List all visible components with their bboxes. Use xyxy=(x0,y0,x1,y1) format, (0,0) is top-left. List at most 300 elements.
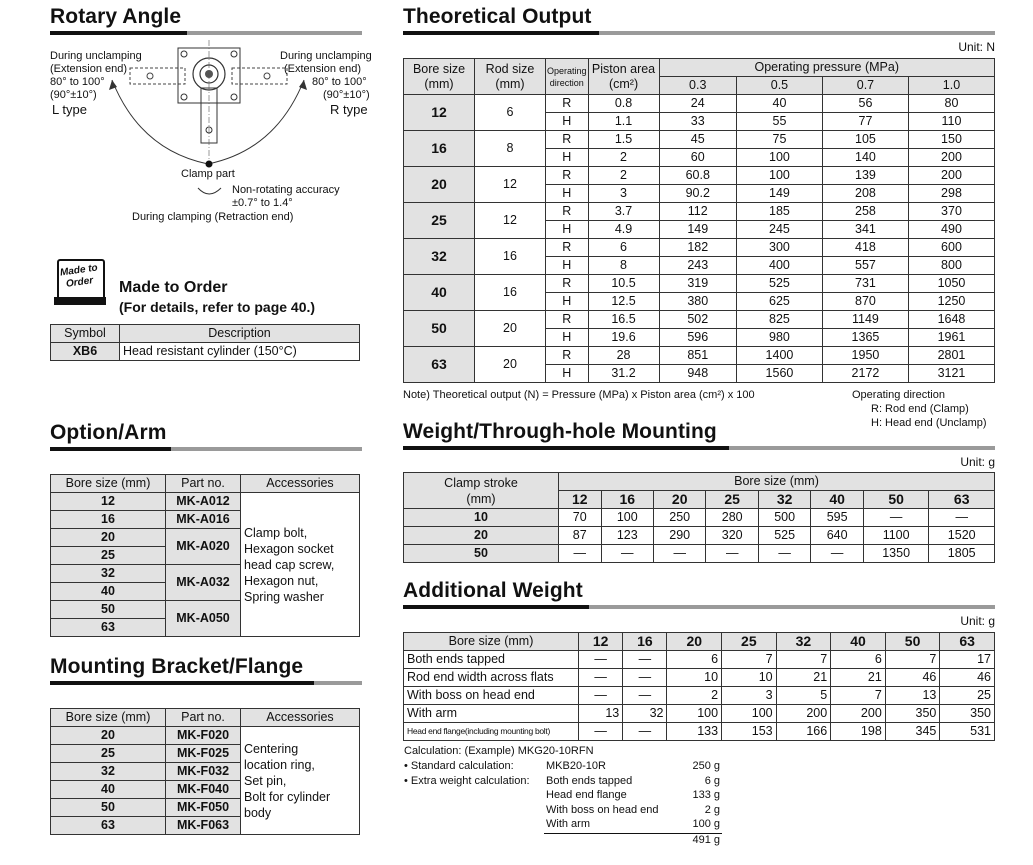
additional-header-bore: Bore size (mm) xyxy=(404,633,579,651)
additional-value: 3 xyxy=(722,687,777,705)
weight-value: — xyxy=(863,509,929,527)
clamp-part-label: Clamp part xyxy=(181,168,235,180)
made-to-order-logo-text-2: Order xyxy=(65,275,94,290)
additional-value: 531 xyxy=(940,723,995,741)
additional-value: — xyxy=(623,723,667,741)
weight-bore-header: 20 xyxy=(653,491,705,509)
made-to-order-icon xyxy=(54,259,104,307)
output-rod: 20 xyxy=(475,347,546,383)
output-value: 600 xyxy=(908,239,994,257)
output-bore: 63 xyxy=(404,347,475,383)
left-caption-2: (Extension end) xyxy=(50,63,128,75)
additional-bore-header: 20 xyxy=(667,633,722,651)
calc-extra-value: 133 g xyxy=(692,789,720,801)
additional-value: 13 xyxy=(579,705,623,723)
arm-acc-4: Hexagon nut, xyxy=(244,573,319,588)
output-value: 870 xyxy=(822,293,908,311)
output-direction: R xyxy=(546,203,589,221)
arm-bore: 16 xyxy=(51,511,166,529)
bracket-bore: 63 xyxy=(51,817,166,835)
additional-value: 100 xyxy=(667,705,722,723)
output-value: 200 xyxy=(908,149,994,167)
bracket-part: MK-F025 xyxy=(166,745,241,763)
clamping-label: During clamping (Retraction end) xyxy=(132,211,294,223)
output-direction: H xyxy=(546,329,589,347)
output-direction: H xyxy=(546,149,589,167)
weight-unit: Unit: g xyxy=(960,455,995,469)
weight-row xyxy=(404,509,995,527)
output-value: 243 xyxy=(659,257,736,275)
output-value: 200 xyxy=(908,167,994,185)
bracket-acc-3: Set pin, xyxy=(244,773,287,788)
output-value: 105 xyxy=(822,131,908,149)
output-value: 140 xyxy=(822,149,908,167)
output-value: 1365 xyxy=(822,329,908,347)
additional-value: 7 xyxy=(776,651,831,669)
calc-standard-label: • Standard calculation: xyxy=(404,760,514,772)
calc-extra-value: 2 g xyxy=(704,804,720,816)
weight-bore-header: 63 xyxy=(929,491,995,509)
output-value: 300 xyxy=(736,239,822,257)
output-value: 100 xyxy=(736,167,822,185)
output-area: 10.5 xyxy=(588,275,659,293)
additional-rule xyxy=(403,605,995,609)
output-value: 80 xyxy=(908,95,994,113)
output-header-bore: Bore size (mm) xyxy=(404,59,475,95)
additional-value: 6 xyxy=(667,651,722,669)
bracket-acc-1: Centering xyxy=(244,741,299,756)
weight-value: 525 xyxy=(758,527,810,545)
additional-bore-header: 63 xyxy=(940,633,995,651)
output-value: 258 xyxy=(822,203,908,221)
output-pressure: 0.7 xyxy=(822,77,908,95)
output-value: 625 xyxy=(736,293,822,311)
output-rod: 8 xyxy=(475,131,546,167)
weight-header-stroke: Clamp stroke (mm) xyxy=(404,473,559,509)
weight-value: 1520 xyxy=(929,527,995,545)
rotary-angle-rule xyxy=(50,31,362,35)
output-bore: 20 xyxy=(404,167,475,203)
weight-value: 1350 xyxy=(863,545,929,563)
output-area: 28 xyxy=(588,347,659,365)
arm-part: MK-A020 xyxy=(166,529,241,565)
additional-value: — xyxy=(579,651,623,669)
output-direction: H xyxy=(546,293,589,311)
additional-value: 21 xyxy=(776,669,831,687)
weight-bore-header: 50 xyxy=(863,491,929,509)
left-caption-3: 80° to 100° xyxy=(50,76,105,88)
accuracy-arc xyxy=(195,180,225,202)
made-to-order-title: Made to Order xyxy=(119,279,228,296)
direction-legend-r: R: Rod end (Clamp) xyxy=(871,403,969,415)
calc-extra-name: With arm xyxy=(546,818,590,830)
weight-value: 500 xyxy=(758,509,810,527)
output-value: 182 xyxy=(659,239,736,257)
output-value: 2172 xyxy=(822,365,908,383)
weight-value: 1805 xyxy=(929,545,995,563)
output-direction: H xyxy=(546,185,589,203)
output-value: 139 xyxy=(822,167,908,185)
output-area: 3.7 xyxy=(588,203,659,221)
arm-acc-1: Clamp bolt, xyxy=(244,525,308,540)
arm-bore: 20 xyxy=(51,529,166,547)
additional-value: — xyxy=(579,723,623,741)
calc-extra-name: Both ends tapped xyxy=(546,775,633,787)
additional-value: 46 xyxy=(885,669,940,687)
arm-bore: 40 xyxy=(51,583,166,601)
output-area: 2 xyxy=(588,149,659,167)
output-value: 525 xyxy=(736,275,822,293)
bracket-accessories xyxy=(241,727,360,835)
additional-value: 133 xyxy=(667,723,722,741)
additional-value: 13 xyxy=(885,687,940,705)
additional-title: Additional Weight xyxy=(403,579,583,602)
additional-value: 350 xyxy=(885,705,940,723)
output-value: 2801 xyxy=(908,347,994,365)
additional-bore-header: 40 xyxy=(831,633,886,651)
output-value: 800 xyxy=(908,257,994,275)
additional-value: 350 xyxy=(940,705,995,723)
additional-bore-header: 12 xyxy=(579,633,623,651)
output-value: 298 xyxy=(908,185,994,203)
weight-row xyxy=(404,545,995,563)
weight-rule xyxy=(403,446,995,450)
output-value: 731 xyxy=(822,275,908,293)
calc-extra-label: • Extra weight calculation: xyxy=(404,775,530,787)
output-area: 4.9 xyxy=(588,221,659,239)
output-rod: 12 xyxy=(475,167,546,203)
additional-table xyxy=(403,632,995,741)
output-value: 149 xyxy=(659,221,736,239)
weight-value: 320 xyxy=(706,527,758,545)
mto-header-symbol: Symbol xyxy=(51,325,120,343)
output-area: 12.5 xyxy=(588,293,659,311)
calc-extra-value: 6 g xyxy=(704,775,720,787)
weight-bore-header: 12 xyxy=(559,491,602,509)
additional-bore-header: 25 xyxy=(722,633,777,651)
additional-value: 166 xyxy=(776,723,831,741)
additional-value: 25 xyxy=(940,687,995,705)
bracket-part: MK-F032 xyxy=(166,763,241,781)
additional-value: 198 xyxy=(831,723,886,741)
direction-legend-h: H: Head end (Unclamp) xyxy=(871,417,987,429)
bracket-header-accessories: Accessories xyxy=(241,709,360,727)
weight-value: — xyxy=(929,509,995,527)
mto-symbol: XB6 xyxy=(51,343,120,361)
additional-bore-header: 50 xyxy=(885,633,940,651)
weight-header-bore: Bore size (mm) xyxy=(559,473,995,491)
bracket-acc-5: body xyxy=(244,805,272,820)
accuracy-label-1: Non-rotating accuracy xyxy=(232,184,340,196)
bracket-bore: 40 xyxy=(51,781,166,799)
additional-value: — xyxy=(623,651,667,669)
output-value: 851 xyxy=(659,347,736,365)
bracket-header-bore: Bore size (mm) xyxy=(51,709,166,727)
additional-label: Rod end width across flats xyxy=(404,669,579,687)
output-value: 370 xyxy=(908,203,994,221)
bracket-bore: 50 xyxy=(51,799,166,817)
calc-extra-value: 100 g xyxy=(692,818,720,830)
output-title: Theoretical Output xyxy=(403,5,592,28)
output-area: 16.5 xyxy=(588,311,659,329)
mto-header-description: Description xyxy=(120,325,360,343)
arm-part: MK-A032 xyxy=(166,565,241,601)
weight-value: 280 xyxy=(706,509,758,527)
output-value: 319 xyxy=(659,275,736,293)
arm-bore: 63 xyxy=(51,619,166,637)
arm-acc-3: head cap screw, xyxy=(244,557,335,572)
output-value: 1050 xyxy=(908,275,994,293)
weight-value: 100 xyxy=(601,509,653,527)
output-value: 400 xyxy=(736,257,822,275)
accuracy-label-2: ±0.7° to 1.4° xyxy=(232,197,293,209)
additional-row xyxy=(404,651,995,669)
bracket-bore: 25 xyxy=(51,745,166,763)
additional-row xyxy=(404,705,995,723)
calc-title: Calculation: (Example) MKG20-10RFN xyxy=(404,745,594,757)
output-area: 2 xyxy=(588,167,659,185)
output-area: 3 xyxy=(588,185,659,203)
output-bore: 50 xyxy=(404,311,475,347)
weight-bore-header: 40 xyxy=(811,491,863,509)
additional-label: Head end flange(including mounting bolt) xyxy=(404,723,579,741)
calc-extra-name: Head end flange xyxy=(546,789,627,801)
additional-label: Both ends tapped xyxy=(404,651,579,669)
output-value: 110 xyxy=(908,113,994,131)
made-to-order-subtitle: (For details, refer to page 40.) xyxy=(119,299,316,315)
output-bore: 25 xyxy=(404,203,475,239)
arm-part: MK-A012 xyxy=(166,493,241,511)
output-value: 1648 xyxy=(908,311,994,329)
output-value: 90.2 xyxy=(659,185,736,203)
arm-header-part: Part no. xyxy=(166,475,241,493)
output-direction: R xyxy=(546,239,589,257)
output-value: 56 xyxy=(822,95,908,113)
arm-part: MK-A050 xyxy=(166,601,241,637)
additional-value: 100 xyxy=(722,705,777,723)
additional-value: 6 xyxy=(831,651,886,669)
output-header-pressure: Operating pressure (MPa) xyxy=(659,59,994,77)
output-direction: R xyxy=(546,275,589,293)
output-value: 948 xyxy=(659,365,736,383)
weight-value: 87 xyxy=(559,527,602,545)
arm-bore: 12 xyxy=(51,493,166,511)
output-row xyxy=(404,167,995,185)
additional-value: 5 xyxy=(776,687,831,705)
output-value: 3121 xyxy=(908,365,994,383)
output-area: 19.6 xyxy=(588,329,659,347)
weight-value: — xyxy=(811,545,863,563)
weight-value: — xyxy=(706,545,758,563)
additional-value: 7 xyxy=(885,651,940,669)
output-value: 557 xyxy=(822,257,908,275)
output-direction: H xyxy=(546,365,589,383)
made-to-order-table xyxy=(50,324,360,361)
output-row xyxy=(404,311,995,329)
bracket-acc-2: location ring, xyxy=(244,757,315,772)
output-area: 1.1 xyxy=(588,113,659,131)
calc-standard-model: MKB20-10R xyxy=(546,760,606,772)
arm-accessories xyxy=(241,493,360,637)
additional-value: 7 xyxy=(722,651,777,669)
output-value: 112 xyxy=(659,203,736,221)
output-bore: 12 xyxy=(404,95,475,131)
mto-description: Head resistant cylinder (150°C) xyxy=(120,343,360,361)
additional-row xyxy=(404,669,995,687)
output-row xyxy=(404,131,995,149)
output-value: 1950 xyxy=(822,347,908,365)
output-direction: H xyxy=(546,257,589,275)
additional-label: With boss on head end xyxy=(404,687,579,705)
left-caption-1: During unclamping xyxy=(50,50,142,62)
output-row xyxy=(404,203,995,221)
left-caption-4: (90°±10°) xyxy=(50,89,97,101)
output-value: 40 xyxy=(736,95,822,113)
additional-row xyxy=(404,687,995,705)
additional-value: — xyxy=(623,687,667,705)
output-value: 60.8 xyxy=(659,167,736,185)
output-value: 149 xyxy=(736,185,822,203)
r-type-label: R type xyxy=(330,102,368,117)
right-caption-3: 80° to 100° xyxy=(312,76,367,88)
additional-value: 46 xyxy=(940,669,995,687)
calc-standard-value: 250 g xyxy=(692,760,720,772)
output-unit: Unit: N xyxy=(958,40,995,54)
output-area: 0.8 xyxy=(588,95,659,113)
output-value: 77 xyxy=(822,113,908,131)
output-bore: 32 xyxy=(404,239,475,275)
weight-bore-header: 32 xyxy=(758,491,810,509)
output-pressure: 1.0 xyxy=(908,77,994,95)
bracket-rule xyxy=(50,681,362,685)
additional-value: 2 xyxy=(667,687,722,705)
option-arm-rule xyxy=(50,447,362,451)
additional-bore-header: 32 xyxy=(776,633,831,651)
weight-title: Weight/Through-hole Mounting xyxy=(403,420,717,443)
output-value: 490 xyxy=(908,221,994,239)
output-value: 596 xyxy=(659,329,736,347)
weight-value: 1100 xyxy=(863,527,929,545)
weight-stroke: 20 xyxy=(404,527,559,545)
additional-value: 17 xyxy=(940,651,995,669)
output-row xyxy=(404,239,995,257)
output-row xyxy=(404,347,995,365)
output-note: Note) Theoretical output (N) = Pressure (MPa) x Piston area (cm²) x 100 xyxy=(403,389,755,401)
output-value: 75 xyxy=(736,131,822,149)
output-rod: 20 xyxy=(475,311,546,347)
additional-value: — xyxy=(579,687,623,705)
weight-value: — xyxy=(653,545,705,563)
output-value: 341 xyxy=(822,221,908,239)
additional-value: — xyxy=(623,669,667,687)
arm-acc-5: Spring washer xyxy=(244,589,324,604)
bracket-part: MK-F020 xyxy=(166,727,241,745)
output-value: 825 xyxy=(736,311,822,329)
weight-value: 290 xyxy=(653,527,705,545)
output-value: 380 xyxy=(659,293,736,311)
output-direction: R xyxy=(546,131,589,149)
additional-value: 153 xyxy=(722,723,777,741)
output-header-area: Piston area (cm²) xyxy=(588,59,659,95)
output-bore: 16 xyxy=(404,131,475,167)
output-value: 208 xyxy=(822,185,908,203)
output-rule xyxy=(403,31,995,35)
output-direction: H xyxy=(546,113,589,131)
weight-table xyxy=(403,472,995,563)
additional-value: 7 xyxy=(831,687,886,705)
bracket-part: MK-F050 xyxy=(166,799,241,817)
output-value: 1400 xyxy=(736,347,822,365)
output-value: 1250 xyxy=(908,293,994,311)
output-area: 1.5 xyxy=(588,131,659,149)
calc-extra-name: With boss on head end xyxy=(546,804,659,816)
weight-value: 123 xyxy=(601,527,653,545)
option-arm-table xyxy=(50,474,360,637)
arm-bore: 32 xyxy=(51,565,166,583)
output-rod: 12 xyxy=(475,203,546,239)
weight-value: 250 xyxy=(653,509,705,527)
arm-acc-2: Hexagon socket xyxy=(244,541,334,556)
output-value: 45 xyxy=(659,131,736,149)
additional-label: With arm xyxy=(404,705,579,723)
output-bore: 40 xyxy=(404,275,475,311)
calc-total: 491 g xyxy=(692,834,720,846)
output-value: 55 xyxy=(736,113,822,131)
bracket-table xyxy=(50,708,360,835)
additional-bore-header: 16 xyxy=(623,633,667,651)
arm-bore: 50 xyxy=(51,601,166,619)
additional-row xyxy=(404,723,995,741)
additional-value: 200 xyxy=(831,705,886,723)
output-value: 1961 xyxy=(908,329,994,347)
output-value: 980 xyxy=(736,329,822,347)
output-direction: R xyxy=(546,311,589,329)
bracket-part: MK-F063 xyxy=(166,817,241,835)
output-rod: 16 xyxy=(475,239,546,275)
right-caption-2: (Extension end) xyxy=(284,63,362,75)
output-value: 245 xyxy=(736,221,822,239)
bracket-title: Mounting Bracket/Flange xyxy=(50,655,304,678)
output-row xyxy=(404,95,995,113)
output-value: 1560 xyxy=(736,365,822,383)
weight-stroke: 10 xyxy=(404,509,559,527)
additional-value: 10 xyxy=(667,669,722,687)
output-area: 6 xyxy=(588,239,659,257)
direction-legend-title: Operating direction xyxy=(852,389,945,401)
weight-bore-header: 16 xyxy=(601,491,653,509)
output-value: 150 xyxy=(908,131,994,149)
output-value: 100 xyxy=(736,149,822,167)
arm-bore: 25 xyxy=(51,547,166,565)
output-pressure: 0.3 xyxy=(659,77,736,95)
rotary-angle-title: Rotary Angle xyxy=(50,5,182,28)
output-value: 60 xyxy=(659,149,736,167)
weight-row xyxy=(404,527,995,545)
output-header-direction: Operating direction xyxy=(546,59,589,95)
output-direction: H xyxy=(546,221,589,239)
output-rod: 16 xyxy=(475,275,546,311)
additional-value: 10 xyxy=(722,669,777,687)
weight-value: 640 xyxy=(811,527,863,545)
weight-bore-header: 25 xyxy=(706,491,758,509)
output-value: 185 xyxy=(736,203,822,221)
option-arm-title: Option/Arm xyxy=(50,421,167,444)
arm-part: MK-A016 xyxy=(166,511,241,529)
additional-value: 32 xyxy=(623,705,667,723)
l-type-label: L type xyxy=(52,102,87,117)
additional-value: — xyxy=(579,669,623,687)
output-pressure: 0.5 xyxy=(736,77,822,95)
